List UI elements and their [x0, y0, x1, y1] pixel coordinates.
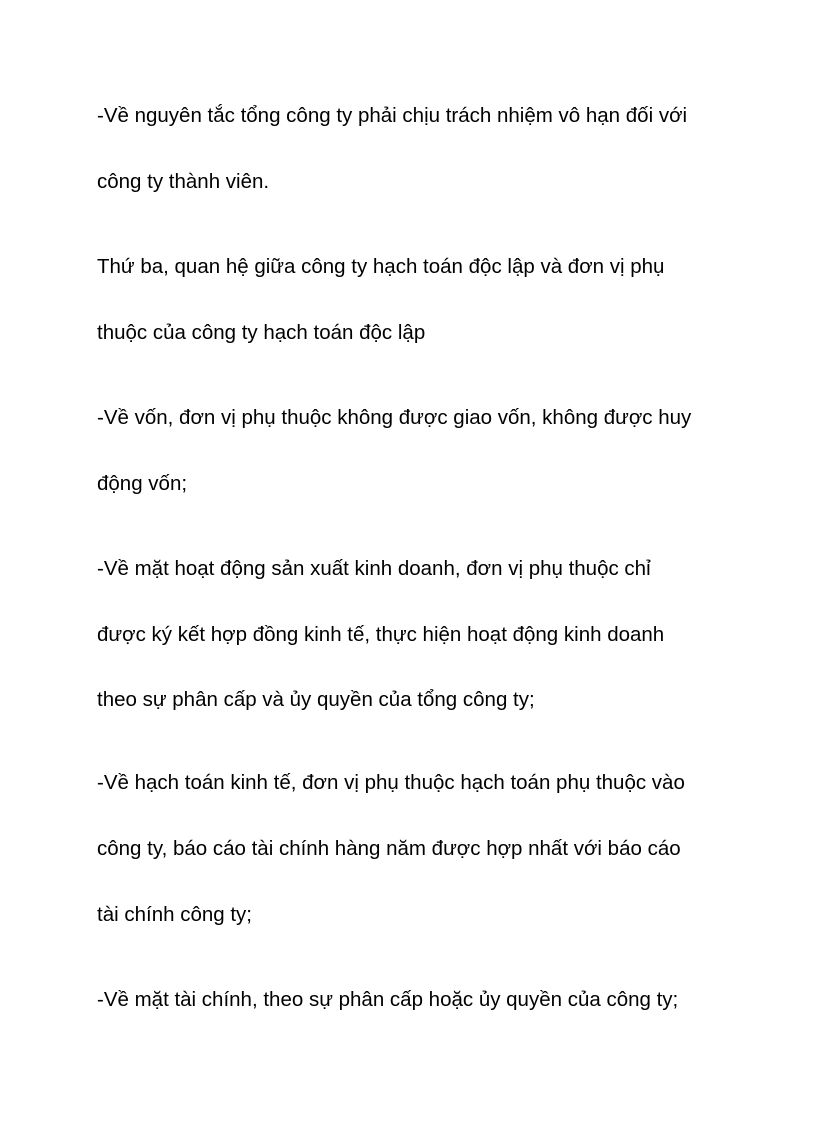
- paragraph-3-line-2: động vốn;: [97, 472, 188, 495]
- paragraph-2-line-2: thuộc của công ty hạch toán độc lập: [97, 321, 426, 344]
- paragraph-5-line-3: tài chính công ty;: [97, 903, 252, 926]
- paragraph-4-line-2: được ký kết hợp đồng kinh tế, thực hiện hoạt động kinh doanh: [97, 623, 665, 646]
- paragraph-4-line-1: -Về mặt hoạt động sản xuất kinh doanh, đơn vị phụ thuộc chỉ: [97, 557, 651, 580]
- paragraph-1-line-2: công ty thành viên.: [97, 170, 270, 193]
- paragraph-2-line-1: Thứ ba, quan hệ giữa công ty hạch toán độc lập và đơn vị phụ: [97, 255, 665, 278]
- paragraph-4-line-3: theo sự phân cấp và ủy quyền của tổng công ty;: [97, 688, 535, 711]
- paragraph-6-line-1: -Về mặt tài chính, theo sự phân cấp hoặc ủy quyền của công ty;: [97, 988, 679, 1011]
- paragraph-5-line-1: -Về hạch toán kinh tế, đơn vị phụ thuộc hạch toán phụ thuộc vào: [97, 771, 685, 794]
- paragraph-5-line-2: công ty, báo cáo tài chính hàng năm được hợp nhất với báo cáo: [97, 837, 681, 860]
- paragraph-3-line-1: -Về vốn, đơn vị phụ thuộc không được giao vốn, không được huy: [97, 406, 692, 429]
- paragraph-1-line-1: -Về nguyên tắc tổng công ty phải chịu trách nhiệm vô hạn đối với: [97, 104, 688, 127]
